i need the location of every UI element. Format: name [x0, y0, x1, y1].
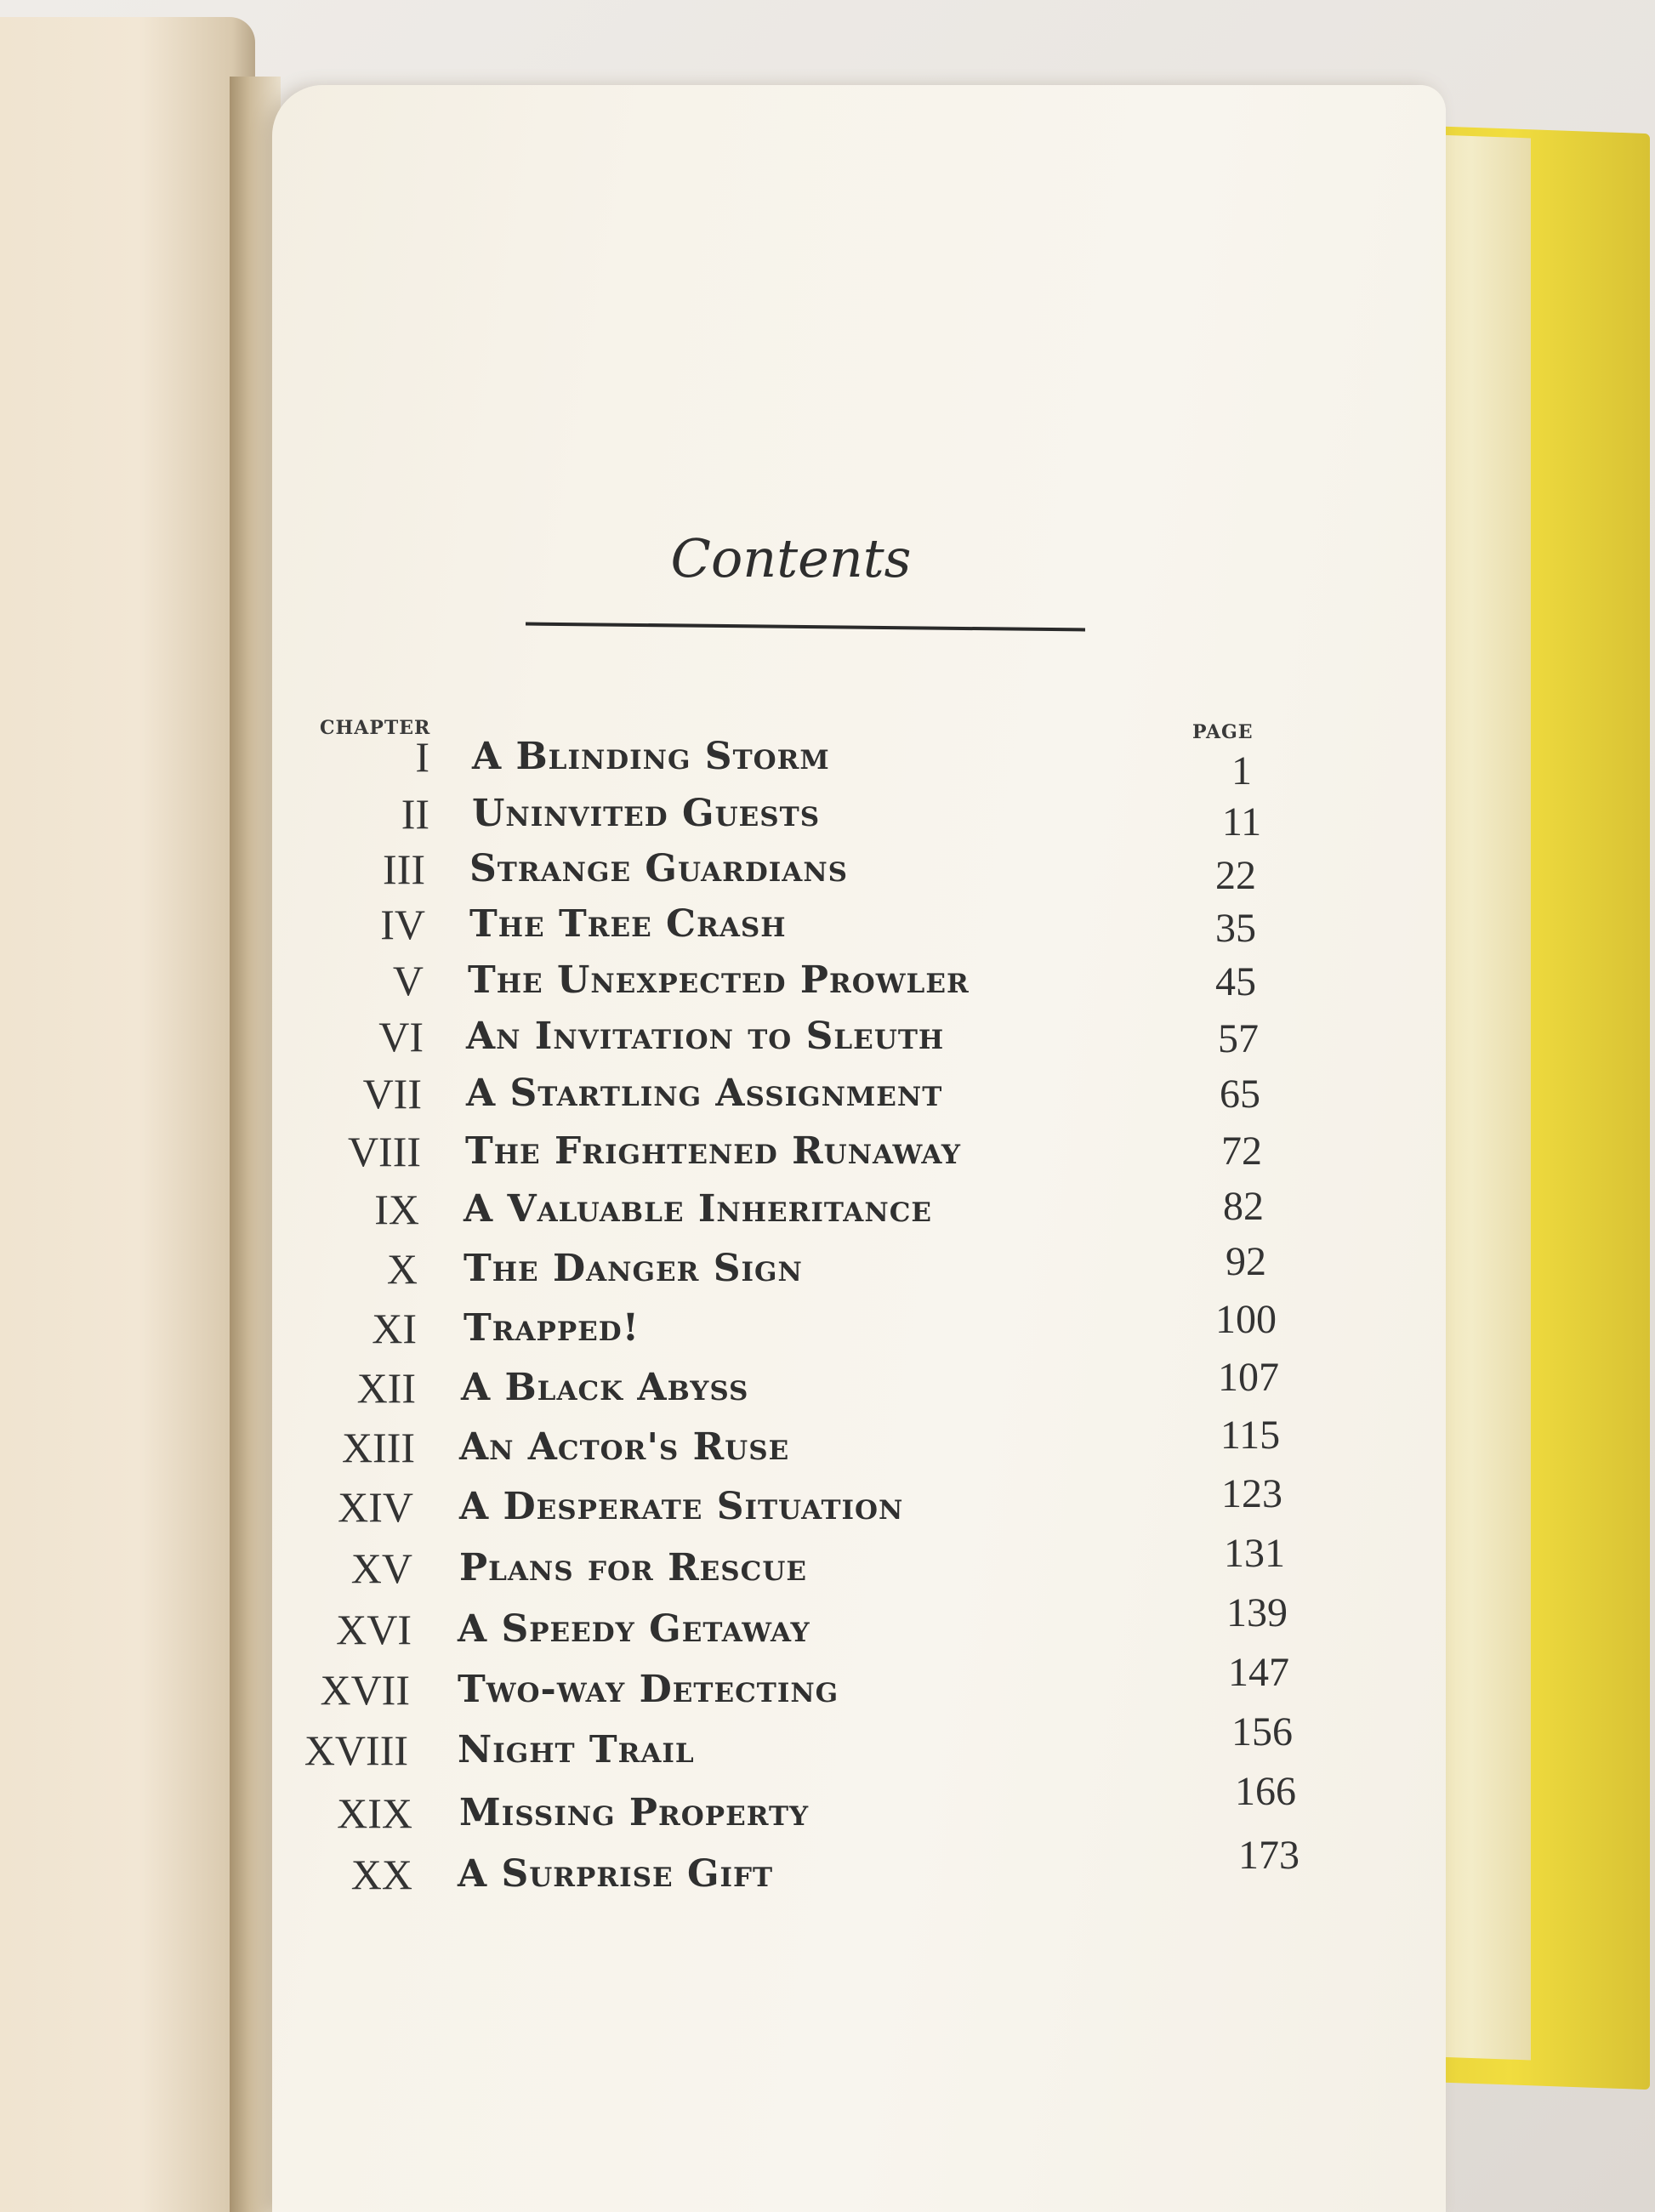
chapter-title: A Desperate Situation: [459, 1485, 904, 1528]
chapter-numeral: XVI: [336, 1606, 412, 1653]
page-number: 35: [1215, 906, 1256, 951]
page-number: 123: [1221, 1471, 1282, 1516]
chapter-numeral: XVIII: [304, 1726, 408, 1774]
page-number: 11: [1221, 799, 1262, 844]
chapter-title: A Startling Assignment: [466, 1072, 943, 1115]
page-number: 156: [1231, 1709, 1293, 1754]
page-number: 65: [1220, 1072, 1260, 1117]
chapter-numeral: XIX: [337, 1789, 412, 1837]
chapter-title: The Unexpected Prowler: [468, 958, 970, 1002]
page-number: 107: [1218, 1355, 1279, 1400]
page-number: 166: [1235, 1769, 1296, 1814]
chapter-numeral: XIV: [338, 1483, 413, 1531]
page-title: Contents: [670, 527, 912, 589]
chapter-title: Strange Guardians: [469, 847, 849, 890]
chapter-numeral: V: [392, 957, 424, 1004]
chapter-numeral: XIII: [341, 1424, 415, 1471]
chapter-numeral: X: [386, 1245, 418, 1293]
page-number: 92: [1226, 1239, 1266, 1284]
chapter-numeral: VIII: [347, 1128, 421, 1175]
chapter-numeral: IX: [374, 1186, 419, 1233]
page-number: 82: [1223, 1184, 1264, 1229]
page-number: 173: [1238, 1833, 1300, 1878]
page-number: 72: [1221, 1129, 1262, 1174]
page-number: 22: [1215, 853, 1256, 898]
chapter-title: A Speedy Getaway: [458, 1607, 810, 1651]
chapter-numeral: II: [401, 790, 429, 838]
chapter-title: The Tree Crash: [469, 902, 787, 946]
chapter-numeral: VI: [378, 1013, 424, 1061]
chapter-title: Missing Property: [459, 1791, 810, 1834]
chapter-title: An Invitation to Sleuth: [466, 1015, 945, 1058]
chapter-numeral: XVII: [320, 1666, 410, 1714]
chapter-title: A Black Abyss: [461, 1366, 749, 1409]
chapter-title: A Surprise Gift: [458, 1852, 774, 1896]
chapter-numeral: I: [415, 733, 429, 781]
chapter-title: The Frightened Runaway: [465, 1129, 962, 1173]
chapter-numeral: IV: [380, 901, 425, 948]
page-number: 57: [1218, 1016, 1259, 1061]
page-number: 45: [1215, 959, 1256, 1004]
page-number: 147: [1228, 1650, 1289, 1695]
chapter-column-label: CHAPTER: [320, 717, 431, 739]
page-number: 1: [1231, 748, 1252, 793]
chapter-title: Trapped!: [464, 1306, 640, 1350]
chapter-numeral: XV: [350, 1544, 412, 1592]
chapter-title: A Valuable Inheritance: [464, 1187, 932, 1231]
chapter-numeral: XX: [350, 1851, 412, 1898]
chapter-title: Plans for Rescue: [459, 1546, 807, 1589]
page-number: 131: [1224, 1531, 1285, 1576]
page-number: 115: [1220, 1413, 1281, 1458]
page-number: 139: [1226, 1590, 1288, 1635]
chapter-title: Night Trail: [458, 1728, 695, 1771]
chapter-title: Uninvited Guests: [472, 792, 821, 835]
chapter-title: The Danger Sign: [464, 1247, 803, 1290]
chapter-title: Two-way Detecting: [458, 1668, 839, 1711]
chapter-title: A Blinding Storm: [472, 735, 830, 778]
page-column-label: PAGE: [1192, 721, 1254, 743]
chapter-numeral: VII: [362, 1070, 422, 1117]
chapter-title: An Actor's Ruse: [459, 1425, 790, 1469]
chapter-numeral: XII: [356, 1364, 416, 1412]
chapter-numeral: III: [383, 845, 425, 893]
chapter-numeral: XI: [372, 1305, 417, 1352]
page-number: 100: [1215, 1297, 1277, 1342]
